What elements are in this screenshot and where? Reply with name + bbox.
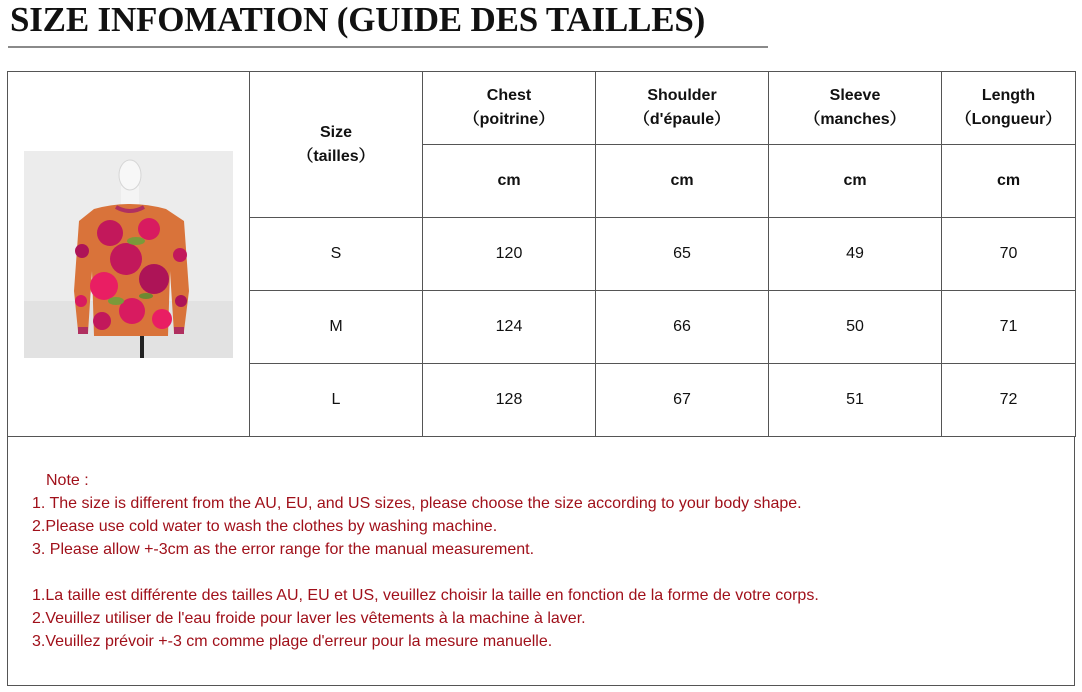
shoulder-cell: 66 [596,291,769,364]
note-line-en-1: 1. The size is different from the AU, EU, and US sizes, please choose the size according to your body shape. [32,495,802,512]
chest-column-header [423,72,596,145]
notes-box [7,436,1075,686]
size-column-header [250,72,423,218]
sleeve-column-header [769,72,942,145]
length-header-french: （Longueur） [955,111,1062,128]
chest-unit: cm [423,145,596,218]
chest-cell: 128 [423,364,596,437]
length-column-header [942,72,1076,145]
sleeve-cell: 51 [769,364,942,437]
length-cell: 70 [942,218,1076,291]
shoulder-cell: 67 [596,364,769,437]
sleeve-unit: cm [769,145,942,218]
chest-header-label: Chest [486,87,532,104]
shoulder-header-french: （d'épaule） [633,111,731,128]
note-line-en-3: 3. Please allow +-3cm as the error range for the manual measurement. [32,541,535,558]
product-photo [24,151,233,358]
size-header-label: Size [319,123,352,141]
note-line-fr-2: 2.Veuillez utiliser de l'eau froide pour laver les vêtements à la machine à laver. [32,610,586,627]
chest-header-french: （poitrine） [463,111,555,128]
size-table [7,71,1076,437]
shoulder-cell: 65 [596,218,769,291]
size-cell: M [250,291,423,364]
page-title: SIZE INFOMATION (GUIDE DES TAILLES) [10,0,706,39]
notes-spacer [32,561,819,584]
note-line-fr-3: 3.Veuillez prévoir +-3 cm comme plage d'erreur pour la mesure manuelle. [32,633,553,650]
sleeve-header-label: Sleeve [829,87,881,104]
product-photo-cell [8,72,250,437]
shoulder-unit: cm [596,145,769,218]
shoulder-column-header [596,72,769,145]
table-header-row [8,72,1076,145]
notes-text [32,469,819,653]
shoulder-header-label: Shoulder [647,87,717,104]
size-header-french: （tailles） [297,147,375,165]
note-line-en-2: 2.Please use cold water to wash the clothes by washing machine. [32,518,498,535]
length-cell: 72 [942,364,1076,437]
length-unit: cm [942,145,1076,218]
chest-cell: 120 [423,218,596,291]
sleeve-cell: 50 [769,291,942,364]
note-line-fr-1: 1.La taille est différente des tailles AU, EU et US, veuillez choisir la taille en fonction de la forme de votre corps. [32,587,819,604]
title-underline [8,46,768,48]
size-cell: L [250,364,423,437]
sleeve-header-french: （manches） [804,111,906,128]
chest-cell: 124 [423,291,596,364]
size-cell: S [250,218,423,291]
sleeve-cell: 49 [769,218,942,291]
length-cell: 71 [942,291,1076,364]
length-header-label: Length [981,87,1036,104]
notes-heading: Note : [46,472,89,489]
